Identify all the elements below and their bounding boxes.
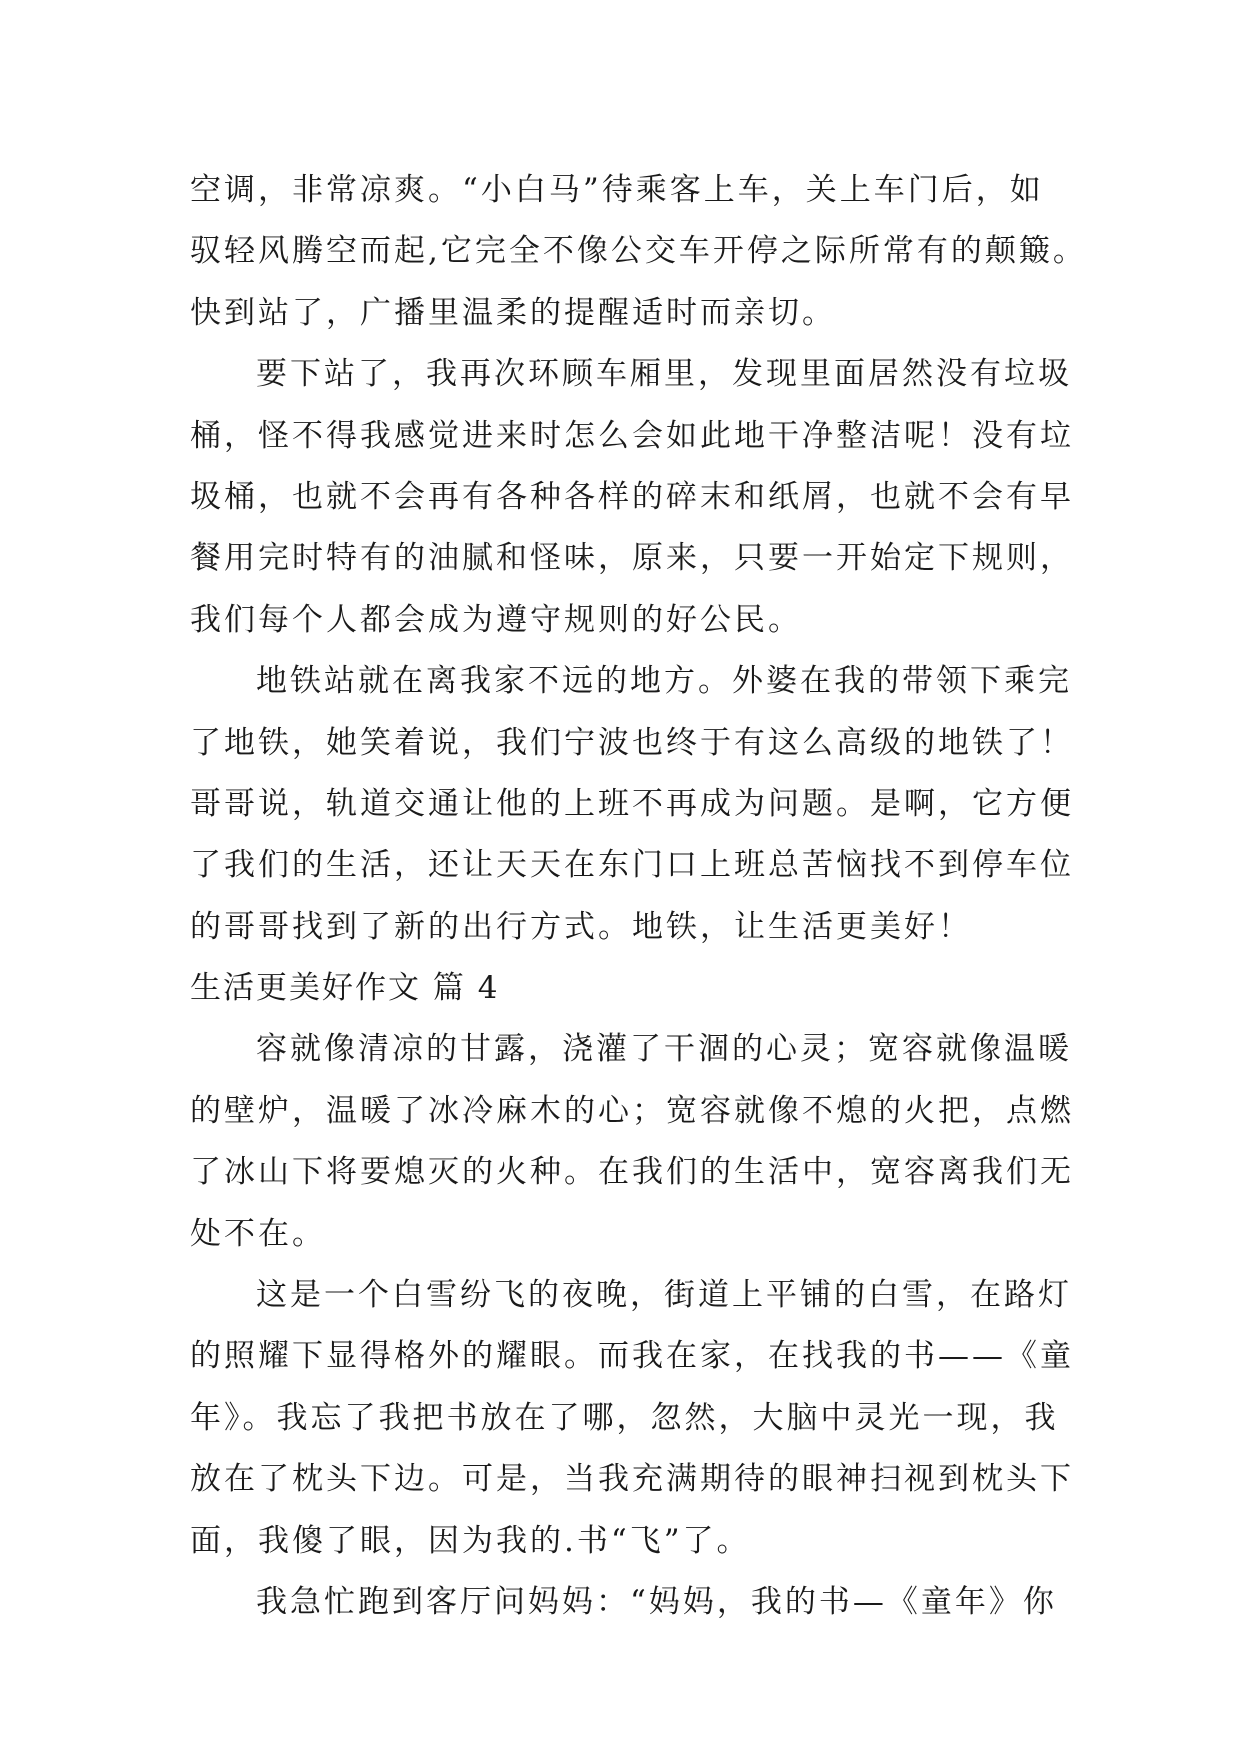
- text-line: 我们每个人都会成为遵守规则的好公民。: [190, 601, 802, 638]
- text-line: 桶，怪不得我感觉进来时怎么会如此地干净整洁呢！没有垃: [190, 417, 1074, 454]
- paragraph-start-line: 容就像清凉的甘露，浇灌了干涸的心灵；宽容就像温暖: [256, 1031, 1072, 1068]
- paragraph-start-line: 这是一个白雪纷飞的夜晚，街道上平铺的白雪，在路灯: [256, 1277, 1072, 1314]
- text-line: 处不在。: [190, 1215, 326, 1252]
- text-line: 的壁炉，温暖了冰冷麻木的心；宽容就像不熄的火把，点燃: [190, 1092, 1074, 1129]
- text-line: 驭轻风腾空而起,它完全不像公交车开停之际所常有的颠簸。: [190, 233, 1087, 270]
- paragraph-start-line: 地铁站就在离我家不远的地方。外婆在我的带领下乘完: [256, 663, 1072, 700]
- text-line: 快到站了，广播里温柔的提醒适时而亲切。: [190, 294, 836, 331]
- paragraph-start-line: 我急忙跑到客厅问妈妈：“妈妈，我的书—《童年》你: [256, 1583, 1057, 1620]
- text-line: 年》。我忘了我把书放在了哪，忽然，大脑中灵光一现，我: [190, 1399, 1059, 1436]
- text-line: 的照耀下显得格外的耀眼。而我在家，在找我的书——《童: [190, 1338, 1074, 1375]
- text-line: 了我们的生活，还让天天在东门口上班总苦恼找不到停车位: [190, 847, 1074, 884]
- text-line: 哥哥说，轨道交通让他的上班不再成为问题。是啊，它方便: [190, 785, 1074, 822]
- text-line: 了冰山下将要熄灭的火种。在我们的生活中，宽容离我们无: [190, 1154, 1074, 1191]
- text-line: 圾桶，也就不会再有各种各样的碎末和纸屑，也就不会有早: [190, 478, 1074, 515]
- text-line: 放在了枕头下边。可是，当我充满期待的眼神扫视到枕头下: [190, 1461, 1074, 1498]
- document-body: [190, 160, 1090, 1633]
- text-line: 了地铁，她笑着说，我们宁波也终于有这么高级的地铁了！: [190, 724, 1074, 761]
- text-line: 餐用完时特有的油腻和怪味，原来，只要一开始定下规则，: [190, 540, 1074, 577]
- text-line: 的哥哥找到了新的出行方式。地铁，让生活更美好！: [190, 908, 972, 945]
- section-heading: 生活更美好作文 篇 4: [190, 970, 500, 1007]
- paragraph-start-line: 要下站了，我再次环顾车厢里，发现里面居然没有垃圾: [256, 356, 1072, 393]
- text-line: 空调，非常凉爽。“小白马”待乘客上车，关上车门后，如: [190, 172, 1044, 208]
- text-line: 面，我傻了眼，因为我的.书“飞”了。: [190, 1522, 751, 1559]
